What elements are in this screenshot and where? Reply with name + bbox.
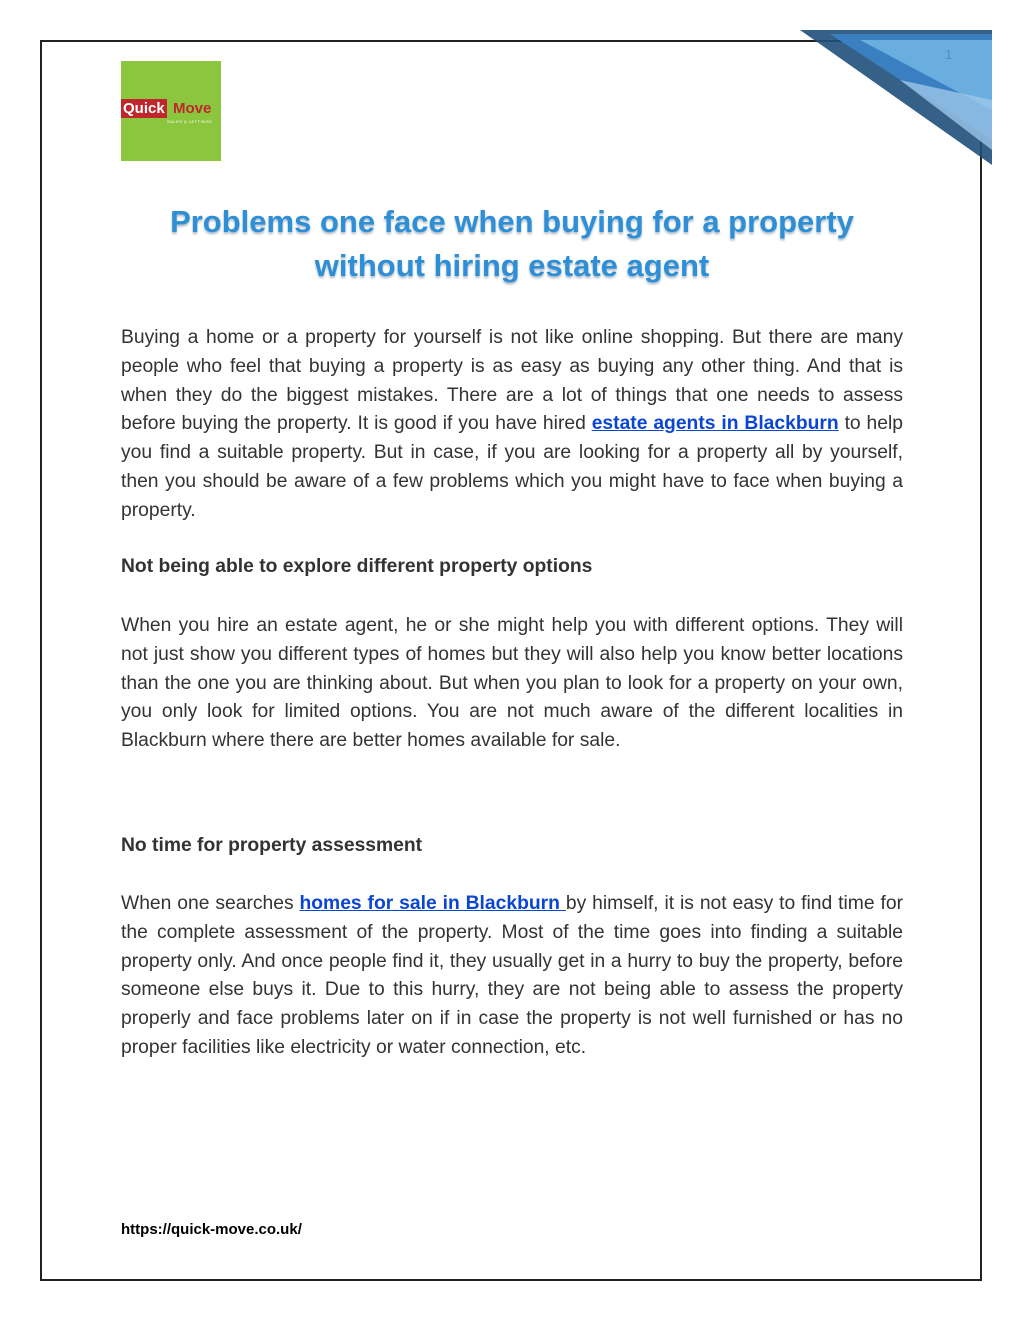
section2-paragraph [121, 890, 903, 1063]
page-number: 1 [945, 47, 953, 62]
intro-paragraph [121, 324, 903, 526]
logo-tagline: SALES & LETTINGS [167, 119, 213, 124]
section2-text-2: by himself, it is not easy to find time for the complete assessment of the property. Most of the time goes into finding a suitable property only. And once people find it, they usually get in a hurry to buy the property, before someone else buys it. Due to this hurry, they are not being able to assess the property properly and face problems later on if in case the property is not well furnished or has no proper facilities like electricity or water connection, etc. [121, 893, 903, 1058]
footer-url: https://quick-move.co.uk/ [121, 1221, 302, 1238]
section2-text-1: When one searches [121, 893, 300, 914]
quick-move-logo [121, 61, 221, 161]
section1-heading: Not being able to explore different property options [121, 556, 593, 577]
section1-paragraph: When you hire an estate agent, he or she might help you with different options. They will not just show you different types of homes but they will also help you know better locations than the one you are thinking about. But when you plan to look for a property on your own, you only look for limited options. You are not much aware of the different localities in Blackburn where there are better homes available for sale. [121, 615, 903, 752]
logo-word-quick: Quick [123, 100, 165, 117]
section2-heading: No time for property assessment [121, 835, 423, 856]
estate-agents-link[interactable]: estate agents in Blackburn [591, 413, 839, 435]
page-title: Problems one face when buying for a property without hiring estate agent [170, 204, 854, 283]
logo-word-move: Move [173, 100, 212, 117]
intro-text-2: to help you find a suitable property. But in case, if you are looking for a property all by yourself, then you should be aware of a few problems which you might have to face when buying a property. [121, 413, 904, 521]
homes-for-sale-link[interactable]: homes for sale in Blackburn [299, 893, 566, 914]
intro-text-1: Buying a home or a property for yourself is not like online shopping. But there are many people who feel that buying a property is as easy as buying any other thing. And that is when they do the biggest mistakes. There are a lot of things that one needs to assess before buying the property. It is good if you have hired [121, 327, 903, 435]
